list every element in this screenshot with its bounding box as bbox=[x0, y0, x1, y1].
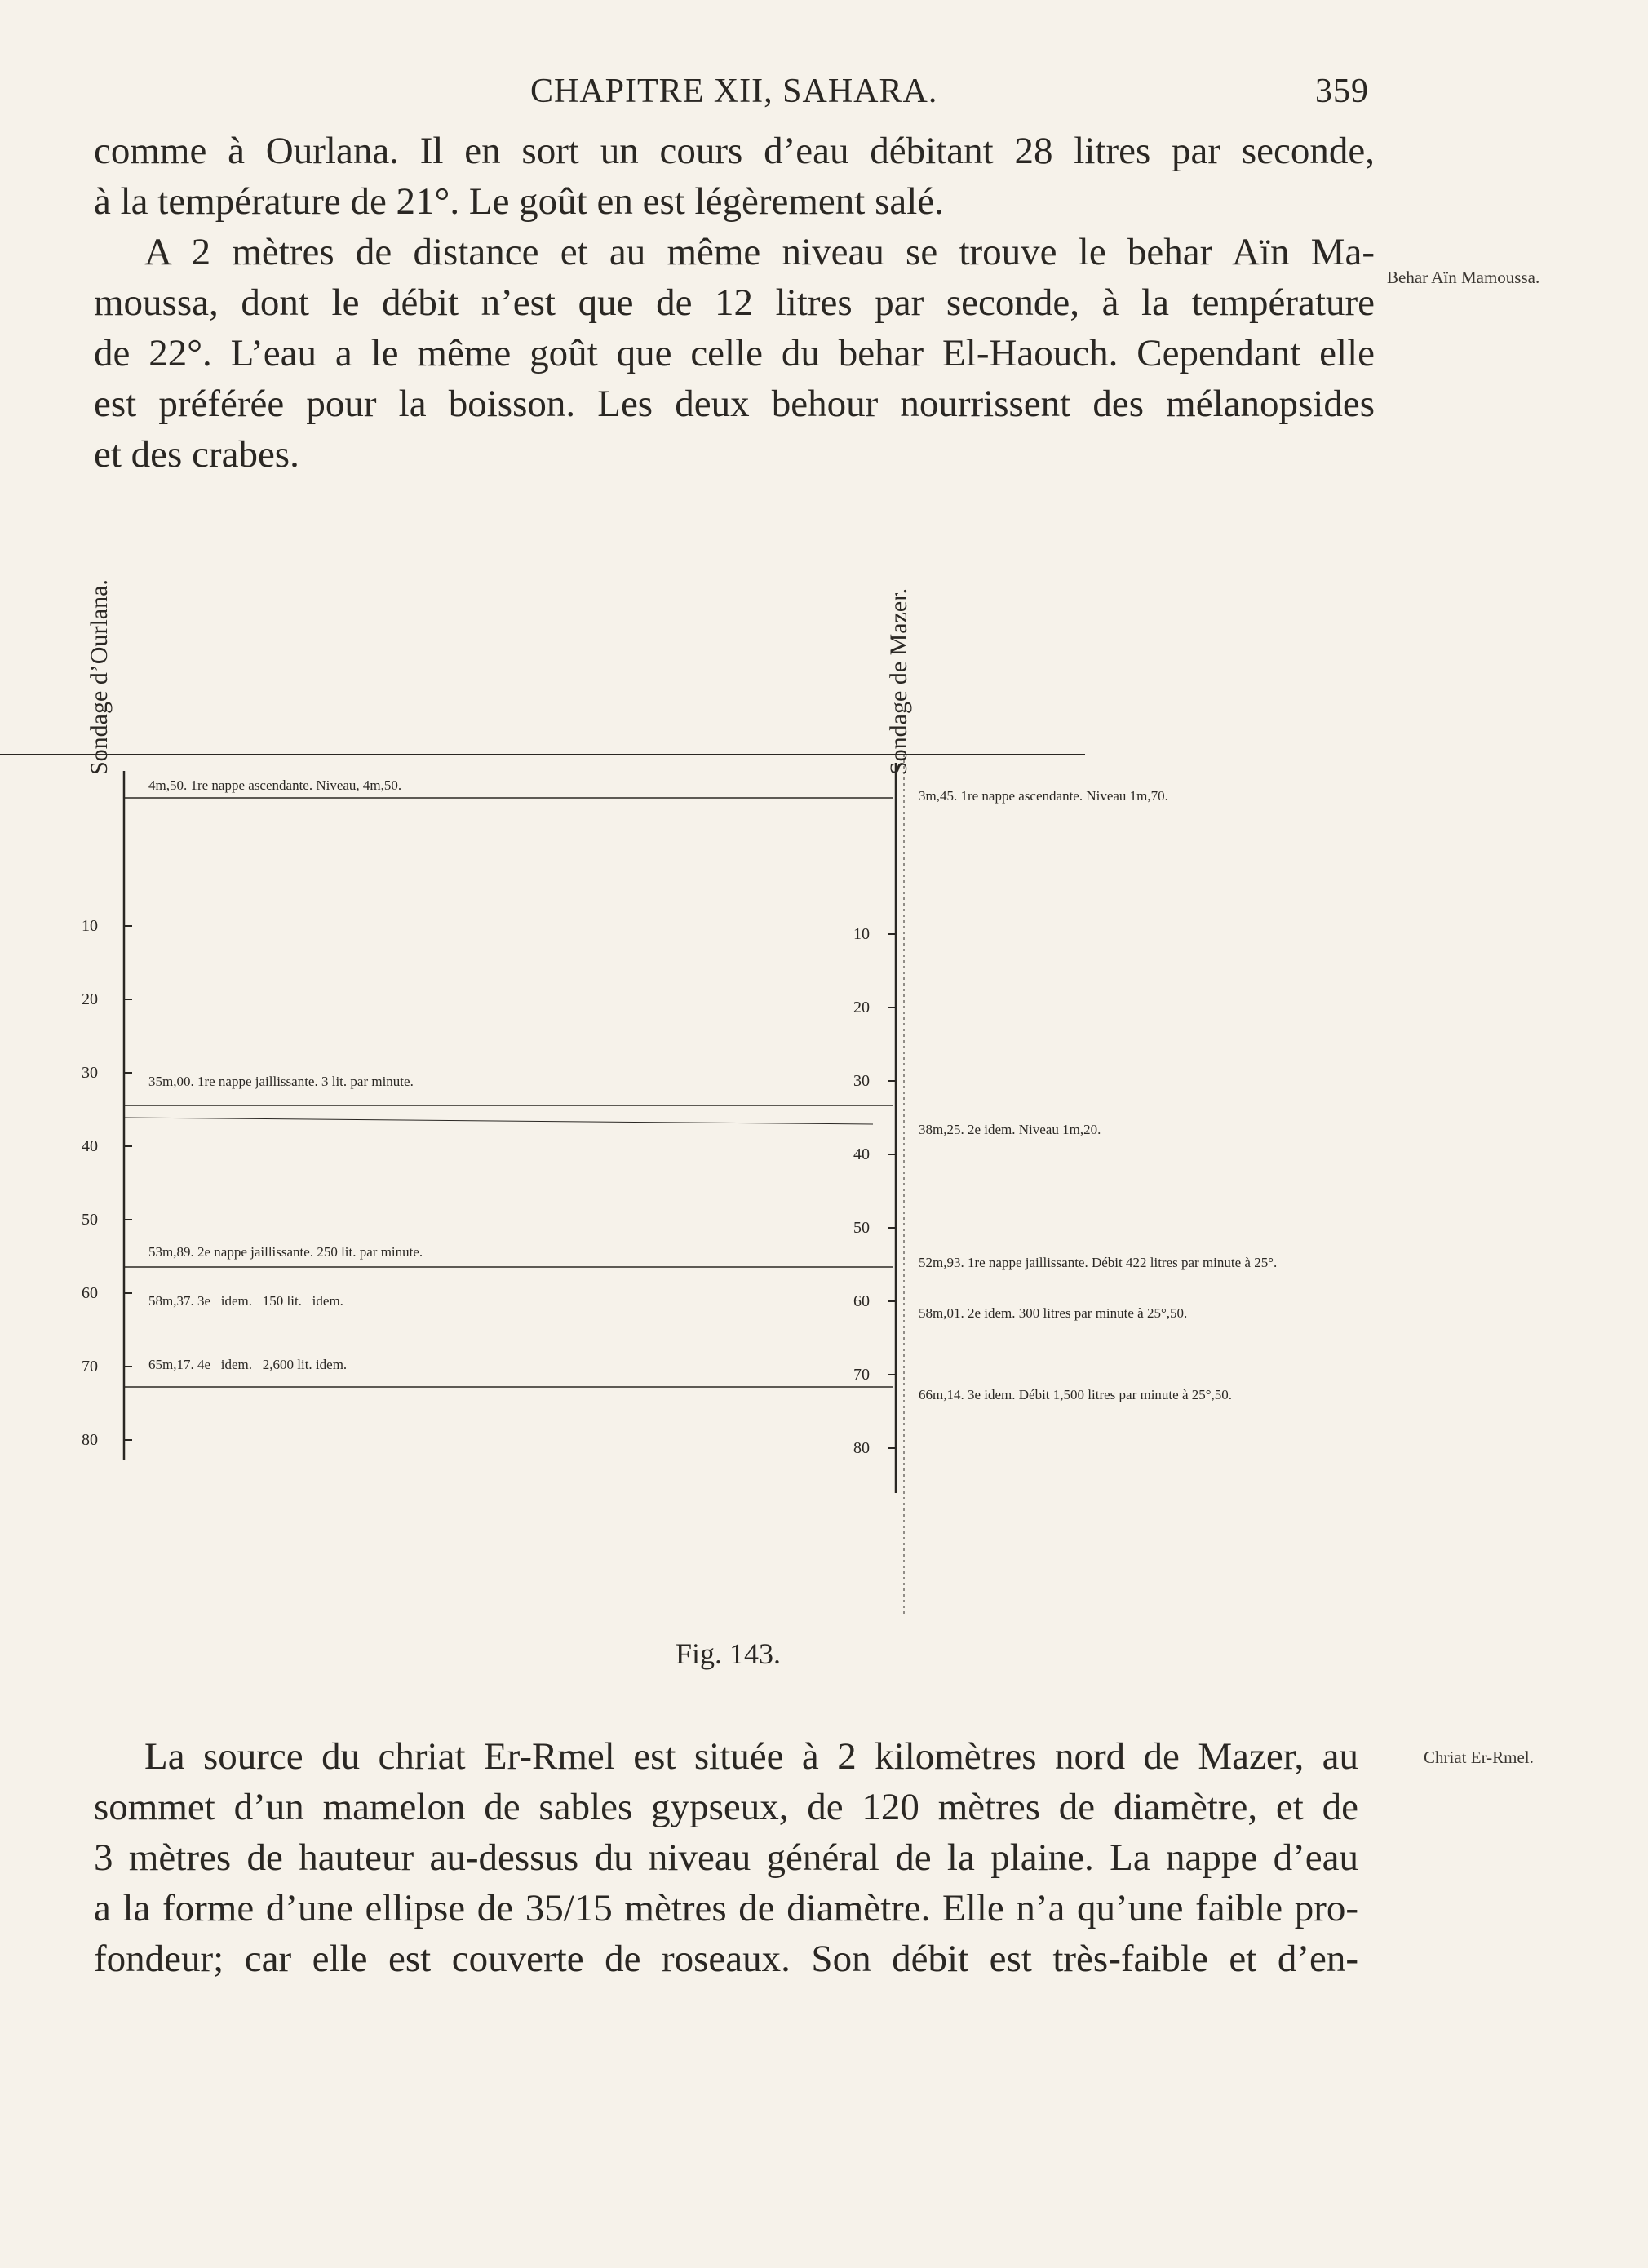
margin-note-chriat: Chriat Er-Rmel. bbox=[1424, 1748, 1534, 1767]
running-header-chapter: CHAPITRE XII, SAHARA. bbox=[530, 73, 938, 110]
figure-labels bbox=[82, 917, 870, 1457]
ourlana-annotation: 4m,50. 1re nappe ascendante. Niveau, 4m,50. bbox=[148, 777, 402, 793]
paragraph-2 bbox=[94, 1731, 1358, 1984]
mazer-annotation: 52m,93. 1re nappe jaillissante. Débit 422 litres par minute à 25°. bbox=[919, 1255, 1278, 1270]
outer-scale-label: 70 bbox=[82, 1358, 98, 1375]
text-line: comme à Ourlana. Il en sort un cours d’eau débitant 28 litres par seconde, bbox=[94, 130, 1375, 172]
inner-scale-label: 20 bbox=[853, 999, 870, 1017]
text-line: A 2 mètres de distance et au même niveau se trouve le behar Aïn Ma- bbox=[144, 231, 1375, 273]
ourlana-column-title: Sondage d’Ourlana. bbox=[86, 579, 113, 775]
inner-scale-label: 30 bbox=[853, 1072, 870, 1090]
mazer-annotation: 3m,45. 1re nappe ascendante. Niveau 1m,70. bbox=[919, 788, 1168, 804]
margin-note-behar: Behar Aïn Mamoussa. bbox=[1387, 268, 1540, 287]
mazer-annotation: 58m,01. 2e idem. 300 litres par minute à 25°,50. bbox=[919, 1305, 1188, 1321]
text-line: moussa, dont le débit n’est que de 12 litres par seconde, à la température bbox=[94, 281, 1375, 324]
outer-scale-label: 80 bbox=[82, 1431, 98, 1449]
mazer-annotation: 38m,25. 2e idem. Niveau 1m,20. bbox=[919, 1122, 1101, 1137]
figure-caption: Fig. 143. bbox=[676, 1637, 782, 1670]
outer-scale-label: 40 bbox=[82, 1137, 98, 1155]
ourlana-title-wrap bbox=[86, 530, 151, 775]
outer-scale-label: 20 bbox=[82, 990, 98, 1008]
text-line: La source du chriat Er-Rmel est située à 2 kilomètres nord de Mazer, au bbox=[144, 1735, 1358, 1778]
text-line: a la forme d’une ellipse de 35/15 mètres de diamètre. Elle n’a qu’une faible pro- bbox=[94, 1887, 1358, 1929]
inner-scale-label: 10 bbox=[853, 925, 870, 943]
inner-scale-label: 60 bbox=[853, 1292, 870, 1310]
inner-scale-label: 50 bbox=[853, 1219, 870, 1237]
ourlana-annotation: 58m,37. 3e idem. 150 lit. idem. bbox=[148, 1293, 343, 1309]
outer-scale-label: 30 bbox=[82, 1064, 98, 1082]
inner-scale-label: 80 bbox=[853, 1439, 870, 1457]
ourlana-annotation: 35m,00. 1re nappe jaillissante. 3 lit. par minute. bbox=[148, 1074, 414, 1089]
page-number: 359 bbox=[1315, 73, 1369, 110]
mazer-annotation: 66m,14. 3e idem. Débit 1,500 litres par minute à 25°,50. bbox=[919, 1387, 1233, 1402]
text-line: est préférée pour la boisson. Les deux behour nourrissent des mélanopsides bbox=[94, 383, 1375, 425]
outer-scale-label: 50 bbox=[82, 1211, 98, 1229]
text-line: 3 mètres de hauteur au-dessus du niveau général de la plaine. La nappe d’eau bbox=[94, 1836, 1358, 1879]
text-line: à la température de 21°. Le goût en est légèrement salé. bbox=[94, 180, 944, 223]
mazer-column-title: Sondage de Mazer. bbox=[885, 587, 912, 775]
ourlana-annotation: 53m,89. 2e nappe jaillissante. 250 lit. par minute. bbox=[148, 1244, 423, 1260]
text-line: fondeur; car elle est couverte de roseaux. Son débit est très-faible et d’en- bbox=[94, 1938, 1358, 1980]
text-line: et des crabes. bbox=[94, 433, 299, 476]
inner-scale-label: 40 bbox=[853, 1145, 870, 1163]
outer-scale-label: 60 bbox=[82, 1284, 98, 1302]
ourlana-faint-guide bbox=[124, 1118, 873, 1124]
text-line: de 22°. L’eau a le même goût que celle du behar El-Haouch. Cependant elle bbox=[94, 332, 1375, 374]
inner-scale-label: 70 bbox=[853, 1366, 870, 1384]
mazer-title-wrap bbox=[885, 530, 950, 775]
ourlana-annotation: 65m,17. 4e idem. 2,600 lit. idem. bbox=[148, 1357, 348, 1372]
text-line: sommet d’un mamelon de sables gypseux, de 120 mètres de diamètre, et de bbox=[94, 1786, 1358, 1828]
outer-scale-label: 10 bbox=[82, 917, 98, 935]
